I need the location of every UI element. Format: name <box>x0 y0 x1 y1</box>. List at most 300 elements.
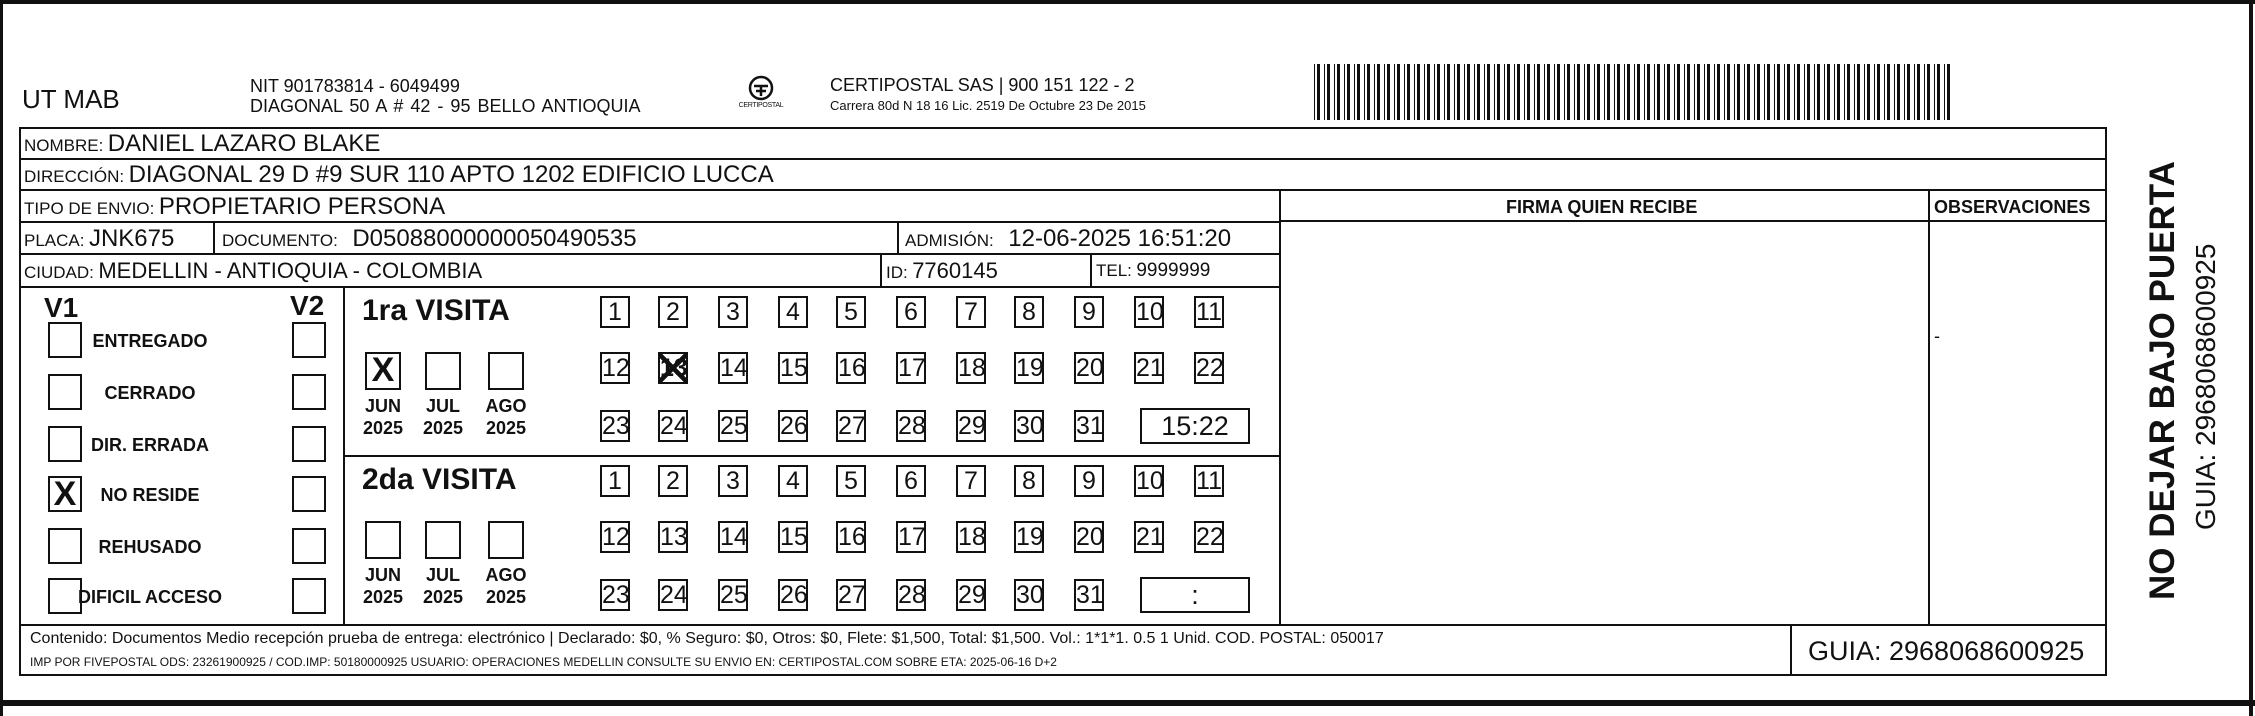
day-number: 19 <box>1016 523 1044 551</box>
month-name: JUL <box>425 565 460 585</box>
day-box[interactable] <box>836 410 866 442</box>
day-number: 11 <box>1196 298 1222 326</box>
day-number: 31 <box>1076 412 1104 440</box>
barcode-bar <box>1874 64 1875 120</box>
rule-1 <box>19 158 2106 160</box>
month-name: AGO <box>485 396 527 416</box>
day-number: 4 <box>786 298 800 326</box>
tipo-value: PROPIETARIO PERSONA <box>158 193 446 220</box>
day-box[interactable] <box>896 579 926 611</box>
nit: NIT 901783814 - 6049499 <box>250 76 460 96</box>
month-year: 2025 <box>485 418 527 438</box>
barcode-bar <box>1447 64 1450 120</box>
v2-checkbox[interactable] <box>292 426 326 462</box>
tel-row <box>1096 260 1210 282</box>
barcode-bar <box>1714 64 1715 120</box>
id-row <box>886 258 998 284</box>
day-number: 2 <box>666 467 680 495</box>
day-number: 15 <box>780 523 808 551</box>
split-placa <box>213 221 215 254</box>
barcode-bar <box>1704 64 1705 120</box>
rule-right <box>2105 127 2107 676</box>
day-box[interactable] <box>778 579 808 611</box>
barcode-bar <box>1734 64 1735 120</box>
day-box[interactable] <box>1194 352 1224 384</box>
barcode-bar <box>1427 64 1430 120</box>
day-box[interactable] <box>896 296 926 328</box>
split-admision <box>897 221 899 254</box>
page-border-right <box>2249 0 2253 716</box>
day-box[interactable] <box>718 296 748 328</box>
day-number: 10 <box>1136 467 1164 495</box>
rule-2 <box>19 189 2106 191</box>
day-box[interactable] <box>1194 296 1224 328</box>
barcode-bar <box>1517 64 1520 120</box>
barcode-bar <box>1534 64 1535 120</box>
barcode-bar <box>1904 64 1905 120</box>
barcode-bar <box>1784 64 1785 120</box>
visit-title: 1ra VISITA <box>362 294 510 327</box>
barcode-bar <box>1684 64 1685 120</box>
day-box[interactable] <box>778 410 808 442</box>
day-number: 18 <box>958 354 986 382</box>
day-box[interactable] <box>956 521 986 553</box>
barcode-bar <box>1777 64 1780 120</box>
status-label: DIR. ERRADA <box>90 435 209 455</box>
day-box[interactable] <box>778 296 808 328</box>
day-number: 16 <box>838 523 866 551</box>
barcode-bar <box>1454 64 1455 120</box>
day-box[interactable] <box>658 352 688 384</box>
month-year: 2025 <box>422 587 464 607</box>
barcode-bar <box>1567 64 1570 120</box>
rule-footer <box>19 624 2106 626</box>
barcode-bar <box>1334 64 1335 120</box>
day-box[interactable] <box>1014 352 1044 384</box>
status-label: CERRADO <box>104 383 196 403</box>
day-number: 27 <box>838 412 866 440</box>
barcode-bar <box>1854 64 1855 120</box>
barcode-bar <box>1577 64 1580 120</box>
day-box[interactable] <box>600 465 630 497</box>
id-value: 7760145 <box>912 258 998 283</box>
v2-checkbox[interactable] <box>292 528 326 564</box>
day-number: 8 <box>1022 467 1036 495</box>
day-number: 25 <box>720 581 748 609</box>
id-label: ID: <box>886 263 908 282</box>
org-name: UT MAB <box>22 84 120 114</box>
barcode-bar <box>1514 64 1515 120</box>
day-box[interactable] <box>1074 352 1104 384</box>
company-license: Carrera 80d N 18 16 Lic. 2519 De Octubre 23 De 2015 <box>830 98 1146 113</box>
placa-label: PLACA: <box>24 231 85 250</box>
admision-value: 12-06-2025 16:51:20 <box>1008 225 1232 252</box>
day-box[interactable] <box>896 410 926 442</box>
barcode-bar <box>1687 64 1690 120</box>
day-number: 3 <box>726 467 740 495</box>
barcode-bar <box>1367 64 1370 120</box>
barcode-bar <box>1507 64 1510 120</box>
day-number: 13 <box>660 523 688 551</box>
day-box[interactable] <box>896 465 926 497</box>
barcode-bar <box>1394 64 1395 120</box>
day-number: 21 <box>1136 523 1164 551</box>
month-name: JUN <box>364 396 401 416</box>
barcode-bar <box>1477 64 1480 120</box>
barcode-bar <box>1837 64 1840 120</box>
day-box[interactable] <box>1014 410 1044 442</box>
rule-bottom <box>19 674 2106 676</box>
observaciones-header: OBSERVACIONES <box>1934 197 2091 217</box>
month-year: 2025 <box>422 418 464 438</box>
day-box[interactable] <box>896 352 926 384</box>
day-box[interactable] <box>778 521 808 553</box>
company-name: CERTIPOSTAL SAS | 900 151 122 - 2 <box>830 75 1135 95</box>
day-number: 24 <box>660 581 688 609</box>
tipo-row <box>24 193 445 221</box>
barcode-bar <box>1547 64 1550 120</box>
barcode-bar <box>1907 64 1910 120</box>
day-box[interactable] <box>1134 296 1164 328</box>
nombre-value: DANIEL LAZARO BLAKE <box>107 130 381 157</box>
day-number: 17 <box>898 354 926 382</box>
barcode-bar <box>1644 64 1645 120</box>
documento-row <box>222 225 637 253</box>
logo-text: CERTIPOSTAL <box>738 102 784 109</box>
barcode-bar <box>1937 64 1940 120</box>
day-box[interactable] <box>836 352 866 384</box>
barcode-bar <box>1317 64 1320 120</box>
barcode-bar <box>1817 64 1820 120</box>
barcode-bar <box>1594 64 1595 120</box>
day-number: 10 <box>1136 298 1164 326</box>
barcode-bar <box>1647 64 1650 120</box>
day-box[interactable] <box>1194 521 1224 553</box>
barcode-bar <box>1897 64 1900 120</box>
placa-row <box>24 225 174 253</box>
split-visits <box>343 455 1280 457</box>
footer-guia: GUIA: 2968068600925 <box>1808 636 2085 666</box>
direccion-value: DIAGONAL 29 D #9 SUR 110 APTO 1202 EDIFICIO LUCCA <box>128 161 774 188</box>
admision-label: ADMISIÓN: <box>905 231 994 250</box>
barcode-bar <box>1827 64 1830 120</box>
barcode-bar <box>1624 64 1625 120</box>
day-box[interactable] <box>600 296 630 328</box>
month-checkbox[interactable] <box>365 521 401 559</box>
barcode-bar <box>1824 64 1825 120</box>
barcode-bar <box>1677 64 1680 120</box>
month-name: AGO <box>485 565 527 585</box>
day-box[interactable] <box>658 465 688 497</box>
barcode-bar <box>1744 64 1745 120</box>
month-checkbox[interactable] <box>488 352 524 390</box>
day-number: 8 <box>1022 298 1036 326</box>
day-number: 7 <box>964 467 978 495</box>
barcode-bar <box>1917 64 1920 120</box>
day-box[interactable] <box>778 352 808 384</box>
v2-checkbox[interactable] <box>292 374 326 410</box>
day-box[interactable] <box>1014 579 1044 611</box>
day-number: 20 <box>1076 354 1104 382</box>
day-box[interactable] <box>836 296 866 328</box>
day-box[interactable] <box>778 465 808 497</box>
day-number: 22 <box>1196 523 1224 551</box>
nombre-label: NOMBRE: <box>24 136 104 155</box>
barcode-bar <box>1924 64 1925 120</box>
barcode-bar <box>1357 64 1360 120</box>
barcode-bar <box>1354 64 1355 120</box>
time-field[interactable]: 15:22 <box>1140 408 1250 444</box>
barcode-bar <box>1364 64 1365 120</box>
v2-checkbox[interactable] <box>292 476 326 512</box>
barcode-bar <box>1414 64 1415 120</box>
day-box[interactable] <box>658 296 688 328</box>
day-box[interactable] <box>600 521 630 553</box>
col-obs <box>1928 189 1930 625</box>
status-label: ENTREGADO <box>92 331 208 351</box>
side-notice: NO DEJAR BAJO PUERTA <box>2143 161 2182 600</box>
barcode-bar <box>1877 64 1880 120</box>
day-number: 28 <box>898 412 926 440</box>
month-checkbox[interactable]: X <box>365 352 401 390</box>
barcode-bar <box>1494 64 1495 120</box>
day-box[interactable] <box>836 521 866 553</box>
rule-3 <box>19 221 1279 223</box>
day-box[interactable] <box>1074 521 1104 553</box>
direccion-row <box>24 161 774 189</box>
day-box[interactable] <box>658 579 688 611</box>
day-box[interactable] <box>1134 521 1164 553</box>
rule-top <box>19 127 2106 129</box>
barcode-bar <box>1404 64 1405 120</box>
day-box[interactable] <box>1014 521 1044 553</box>
org-address: DIAGONAL 50 A # 42 - 95 BELLO ANTIOQUIA <box>250 96 641 116</box>
rule-5 <box>19 286 1279 288</box>
day-box[interactable] <box>1074 465 1104 497</box>
barcode-bar <box>1604 64 1605 120</box>
day-box[interactable] <box>718 579 748 611</box>
day-box[interactable] <box>1074 296 1104 328</box>
barcode-bar <box>1524 64 1525 120</box>
barcode-bar <box>1527 64 1530 120</box>
day-number: 26 <box>780 581 808 609</box>
day-number: 28 <box>898 581 926 609</box>
day-number: 4 <box>786 467 800 495</box>
barcode-bar <box>1597 64 1600 120</box>
day-box[interactable] <box>1014 296 1044 328</box>
month-name: JUN <box>364 565 401 585</box>
barcode-bar <box>1614 64 1615 120</box>
day-number: 9 <box>1082 298 1096 326</box>
day-box[interactable] <box>658 410 688 442</box>
day-number: 1 <box>608 467 622 495</box>
barcode-bar <box>1884 64 1885 120</box>
barcode-bar <box>1807 64 1810 120</box>
tipo-label: TIPO DE ENVIO: <box>24 199 155 218</box>
day-box[interactable] <box>1134 465 1164 497</box>
barcode-bar <box>1857 64 1860 120</box>
month-checkbox[interactable] <box>425 352 461 390</box>
barcode-bar <box>1637 64 1640 120</box>
month-year: 2025 <box>485 587 527 607</box>
signature-area[interactable] <box>1282 222 1927 623</box>
barcode-bar <box>1864 64 1865 120</box>
footer-imp: IMP POR FIVEPOSTAL ODS: 23261900925 / COD.IMP: 50180000925 USUARIO: OPERACIONES MEDELLIN CONSULTE SU ENVIO EN: CERTIPOSTAL.COM SOBRE ETA: 2025-06-16 D+2 <box>30 655 1057 669</box>
day-number: 1 <box>608 298 622 326</box>
v1-checkbox[interactable]: X <box>48 476 82 512</box>
barcode-bar <box>1847 64 1850 120</box>
barcode-bar <box>1377 64 1380 120</box>
barcode-bar <box>1374 64 1375 120</box>
day-box[interactable] <box>718 465 748 497</box>
day-box[interactable] <box>1134 352 1164 384</box>
barcode-bar <box>1437 64 1440 120</box>
barcode-bar <box>1694 64 1695 120</box>
day-box[interactable] <box>1014 465 1044 497</box>
side-guia: GUIA: 2968068600925 <box>2190 243 2221 530</box>
barcode-bar <box>1947 64 1950 120</box>
barcode-bar <box>1797 64 1800 120</box>
barcode-bar <box>1474 64 1475 120</box>
barcode-bar <box>1664 64 1665 120</box>
barcode-bar <box>1657 64 1660 120</box>
status-label: NO RESIDE <box>100 485 200 505</box>
barcode-bar <box>1327 64 1330 120</box>
barcode-bar <box>1834 64 1835 120</box>
day-box[interactable] <box>718 352 748 384</box>
barcode-bar <box>1554 64 1555 120</box>
day-box[interactable] <box>956 579 986 611</box>
day-box[interactable] <box>896 521 926 553</box>
day-box[interactable] <box>658 521 688 553</box>
barcode-bar <box>1754 64 1755 120</box>
certipostal-logo <box>732 74 790 120</box>
v1-header: V1 <box>44 292 79 323</box>
day-number: 6 <box>904 298 918 326</box>
day-number: 29 <box>958 412 986 440</box>
day-box[interactable] <box>1194 465 1224 497</box>
barcode-bar <box>1717 64 1720 120</box>
barcode-bar <box>1497 64 1500 120</box>
barcode-bar <box>1464 64 1465 120</box>
page-border-bottom <box>0 700 2255 706</box>
barcode-bar <box>1484 64 1485 120</box>
barcode-bar <box>1667 64 1670 120</box>
barcode-bar <box>1894 64 1895 120</box>
barcode-bar <box>1347 64 1350 120</box>
barcode-bar <box>1314 64 1315 120</box>
day-box[interactable] <box>956 410 986 442</box>
barcode-bar <box>1384 64 1385 120</box>
day-box[interactable] <box>956 296 986 328</box>
day-number: 13 <box>660 354 688 382</box>
barcode-bar <box>1674 64 1675 120</box>
barcode-bar <box>1444 64 1445 120</box>
day-number: 16 <box>838 354 866 382</box>
barcode-bar <box>1397 64 1400 120</box>
day-box[interactable] <box>956 465 986 497</box>
day-number: 12 <box>602 523 630 551</box>
day-number: 15 <box>780 354 808 382</box>
day-box[interactable] <box>600 352 630 384</box>
month-checkbox[interactable] <box>488 521 524 559</box>
observations-area[interactable] <box>1931 222 2104 623</box>
barcode-bar <box>1424 64 1425 120</box>
barcode-bar <box>1764 64 1765 120</box>
barcode-bar <box>1727 64 1730 120</box>
barcode-bar <box>1627 64 1630 120</box>
observaciones-mark: - <box>1934 326 1940 346</box>
barcode-bar <box>1844 64 1845 120</box>
documento-value: D05088000000050490535 <box>352 225 637 252</box>
day-number: 23 <box>602 581 630 609</box>
time-field[interactable]: : <box>1140 577 1250 613</box>
barcode-bar <box>1944 64 1945 120</box>
day-box[interactable] <box>1074 410 1104 442</box>
day-number: 23 <box>602 412 630 440</box>
ciudad-value: MEDELLIN - ANTIOQUIA - COLOMBIA <box>98 258 483 283</box>
day-number: 29 <box>958 581 986 609</box>
barcode-bar <box>1487 64 1490 120</box>
day-box[interactable] <box>1074 579 1104 611</box>
month-year: 2025 <box>362 587 404 607</box>
day-number: 2 <box>666 298 680 326</box>
day-box[interactable] <box>600 410 630 442</box>
day-number: 26 <box>780 412 808 440</box>
visit-title: 2da VISITA <box>362 463 517 496</box>
barcode-bar <box>1344 64 1345 120</box>
day-box[interactable] <box>718 521 748 553</box>
barcode-bar <box>1794 64 1795 120</box>
v2-checkbox[interactable] <box>292 578 326 614</box>
barcode-bar <box>1654 64 1655 120</box>
day-box[interactable] <box>718 410 748 442</box>
month-checkbox[interactable] <box>425 521 461 559</box>
day-number: 17 <box>898 523 926 551</box>
tel-label: TEL: <box>1096 261 1132 280</box>
day-box[interactable] <box>600 579 630 611</box>
barcode-bar <box>1697 64 1700 120</box>
day-box[interactable] <box>956 352 986 384</box>
day-number: 5 <box>844 298 858 326</box>
status-label: DIFICIL ACCESO <box>77 587 222 607</box>
page-border-top <box>0 0 2255 4</box>
day-number: 14 <box>720 523 748 551</box>
day-number: 12 <box>602 354 630 382</box>
v2-checkbox[interactable] <box>292 322 326 358</box>
day-number: 27 <box>838 581 866 609</box>
day-number: 14 <box>720 354 748 382</box>
split-guia <box>1790 624 1792 674</box>
barcode-bar <box>1467 64 1470 120</box>
barcode-bar <box>1934 64 1935 120</box>
documento-label: DOCUMENTO: <box>222 231 338 250</box>
day-number: 6 <box>904 467 918 495</box>
day-box[interactable] <box>836 579 866 611</box>
barcode-bar <box>1634 64 1635 120</box>
status-label: REHUSADO <box>98 537 202 557</box>
day-box[interactable] <box>836 465 866 497</box>
day-number: 21 <box>1136 354 1164 382</box>
barcode-bar <box>1617 64 1620 120</box>
barcode-bar <box>1324 64 1325 120</box>
col-firma <box>1279 189 1281 625</box>
barcode-bar <box>1457 64 1460 120</box>
barcode-bar <box>1574 64 1575 120</box>
direccion-label: DIRECCIÓN: <box>24 167 125 186</box>
day-number: 22 <box>1196 354 1224 382</box>
barcode-bar <box>1787 64 1790 120</box>
